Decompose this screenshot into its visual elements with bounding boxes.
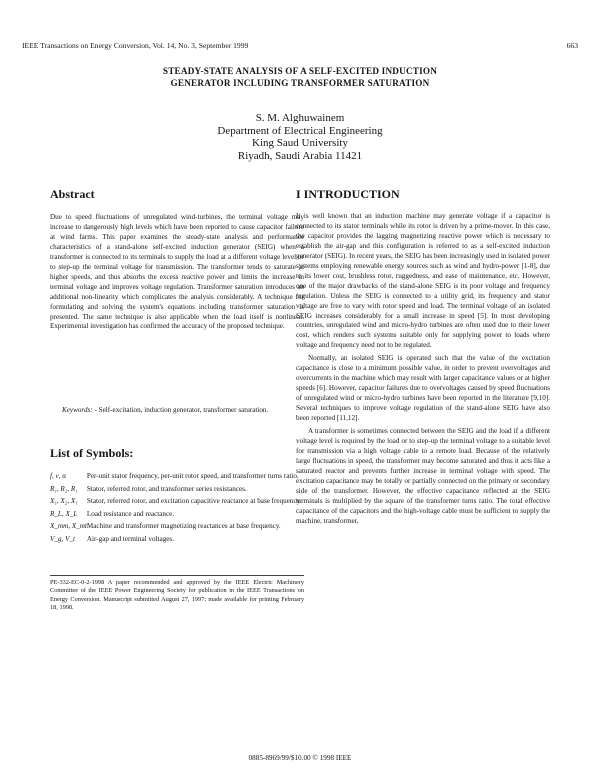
author-city: Riyadh, Saudi Arabia 11421 — [237, 149, 363, 162]
paper-title — [60, 66, 540, 89]
symbol-definition: Per-unit stator frequency, per-unit rotor speed, and transformer turns ratio. — [86, 472, 299, 480]
symbol-definition: Machine and transformer magnetizing reactances at base frequency. — [86, 522, 281, 531]
introduction-body — [296, 212, 550, 527]
abstract-heading: Abstract — [50, 187, 95, 201]
footnote-divider — [50, 575, 304, 576]
abstract-body — [50, 213, 304, 332]
symbol-term: V_g, V_t — [50, 534, 75, 543]
author-name: S. M. Alghuwainem — [255, 112, 345, 124]
copyright-footer: 0885-8969/99/$10.00 © 1998 IEEE — [248, 754, 352, 762]
symbol-row — [50, 472, 304, 485]
symbol-term: R_L, X_L — [50, 509, 78, 518]
symbol-term: f, ν, α — [50, 472, 67, 480]
symbol-row — [50, 535, 304, 548]
abstract-text: Due to speed fluctuations of unregulated wind-turbines, the terminal voltage may increase to dangerously high levels which have been reported to cause capacitor failure at wind farms. This paper examines the steady-state analysis and performance characteristics of a stand-alone self-excited induction generator (SEIG) when a transformer is connected to its terminals to supply the load at a different voltage level or to step-up the terminal voltage for transmission. The transformer tends to saturate at higher speeds, and thus absorbs the excess reactive power and limits the increase in terminal voltage and improves voltage regulation. Transformer saturation introduces an additional non-linearity which complicates the analysis considerably. A technique for formulating and solving the system's equations including transformer saturation is presented. The same technique is also applicable when the load itself is nonlinear. Experimental investigation has confirmed the accuracy of the proposed technique. — [50, 213, 304, 331]
symbols-table — [50, 472, 304, 548]
symbol-row — [50, 485, 304, 498]
keywords-text: - Self-excitation, induction generator, transformer saturation. — [94, 406, 269, 414]
symbol-row — [50, 510, 304, 523]
keywords — [50, 406, 304, 416]
symbol-definition: Stator, referred rotor, and excitation capacitive reactance at base frequency. — [86, 497, 302, 506]
intro-paragraph: It is well known that an induction machine may generate voltage if a capacitor is connected to its stator terminals while its rotor is driven by a prime-mover. In this case, the capacitor provides the lagging magnetizing reactive power which is necessary to establish the air-gap and this configuration is referred to as a self-excited induction generator (SEIG). In recent years, the SEIG has been increasingly used in isolated power systems employing renewable energy sources such as wind and hydro-power [1-8], due to its lower cost, brushless rotor, ruggedness, and ease of maintenance, etc. However, one of the major drawbacks of the stand-alone SEIG is its poor voltage and frequency regulation. Unless the SEIG is connected to a utility grid, its frequency and stator voltage are free to vary with rotor speed and load. The terminal voltage of an isolated SEIG increases considerably for a small increase in speed [5]. In most developing countries, unregulated wind and micro-hydro turbines are often used due to their lower cost, which renders such systems suitable only for supplying power to loads where voltage and frequency need not to be regulated. — [296, 212, 550, 350]
running-head — [22, 40, 578, 52]
symbols-heading: List of Symbols: — [50, 446, 134, 460]
footnote: PE-332-EC-0-2-1998 A paper recommended and approved by the IEEE Electric Machinery Committee of the IEEE Power Engineering Society for publication in the IEEE Transactions on Energy Conversion. Manuscript submitted August 27, 1997; made available for printing February 18, 1998. — [50, 579, 304, 612]
symbol-definition: Load resistance and reactance. — [86, 509, 175, 518]
symbol-definition: Air-gap and terminal voltages. — [86, 534, 174, 543]
symbol-row — [50, 497, 304, 510]
author-block — [120, 112, 480, 162]
symbol-row — [50, 522, 304, 535]
symbol-term: X_mm, X_mt — [50, 522, 87, 531]
title-line-2: GENERATOR INCLUDING TRANSFORMER SATURATION — [170, 77, 430, 88]
author-department: Department of Electrical Engineering — [217, 124, 383, 137]
symbol-definition: Stator, referred rotor, and transformer series resistances. — [86, 484, 247, 493]
intro-paragraph: A transformer is sometimes connected between the SEIG and the load if a different voltage level is required by the load or to step-up the terminal voltage to a suitable level for transmission via a high voltage cable to a remote load. Because of the relatively large fluctuations in speed, the transformer may become saturated and thus it acts like a saturated reactor and prevents further increase in terminal voltage with speed. The excitation capacitance may be totally or partially connected on the primary or secondary side of the transformer. However, the effective capacitance reflected at the SEIG terminals is multiplied by the square of the transformer turns ratio. The total effective capacitance of the capacitors and the high-voltage cable must be sufficient to supply the machine, transformer, — [296, 427, 550, 525]
symbol-term: R₁, R₂, R₁ — [50, 484, 78, 493]
title-line-1: STEADY-STATE ANALYSIS OF A SELF-EXCITED INDUCTION — [162, 66, 438, 76]
journal-citation: IEEE Transactions on Energy Conversion, Vol. 14, No. 3, September 1999 — [22, 41, 249, 50]
introduction-heading: I INTRODUCTION — [296, 187, 400, 201]
author-university: King Saud University — [252, 137, 348, 149]
page-number: 663 — [566, 41, 578, 50]
symbol-term: X₁, X₂, X₁ — [50, 497, 78, 506]
intro-paragraph: Normally, an isolated SEIG is operated such that the value of the excitation capacitance is close to a minimum possible value, in order to prevent overvoltages and overcurrents in the machine which may result with larger capacitance values or at higher speeds [6]. However, capacitor failures due to overvoltages caused by speed fluctuations of unregulated wind or micro-hydro turbines have been reported in the literature [9,10]. Several techniques to improve voltage regulation of the stand-alone SEIG have also been reported [11,12]. — [296, 354, 550, 423]
keywords-label: Keywords: — [62, 406, 93, 414]
